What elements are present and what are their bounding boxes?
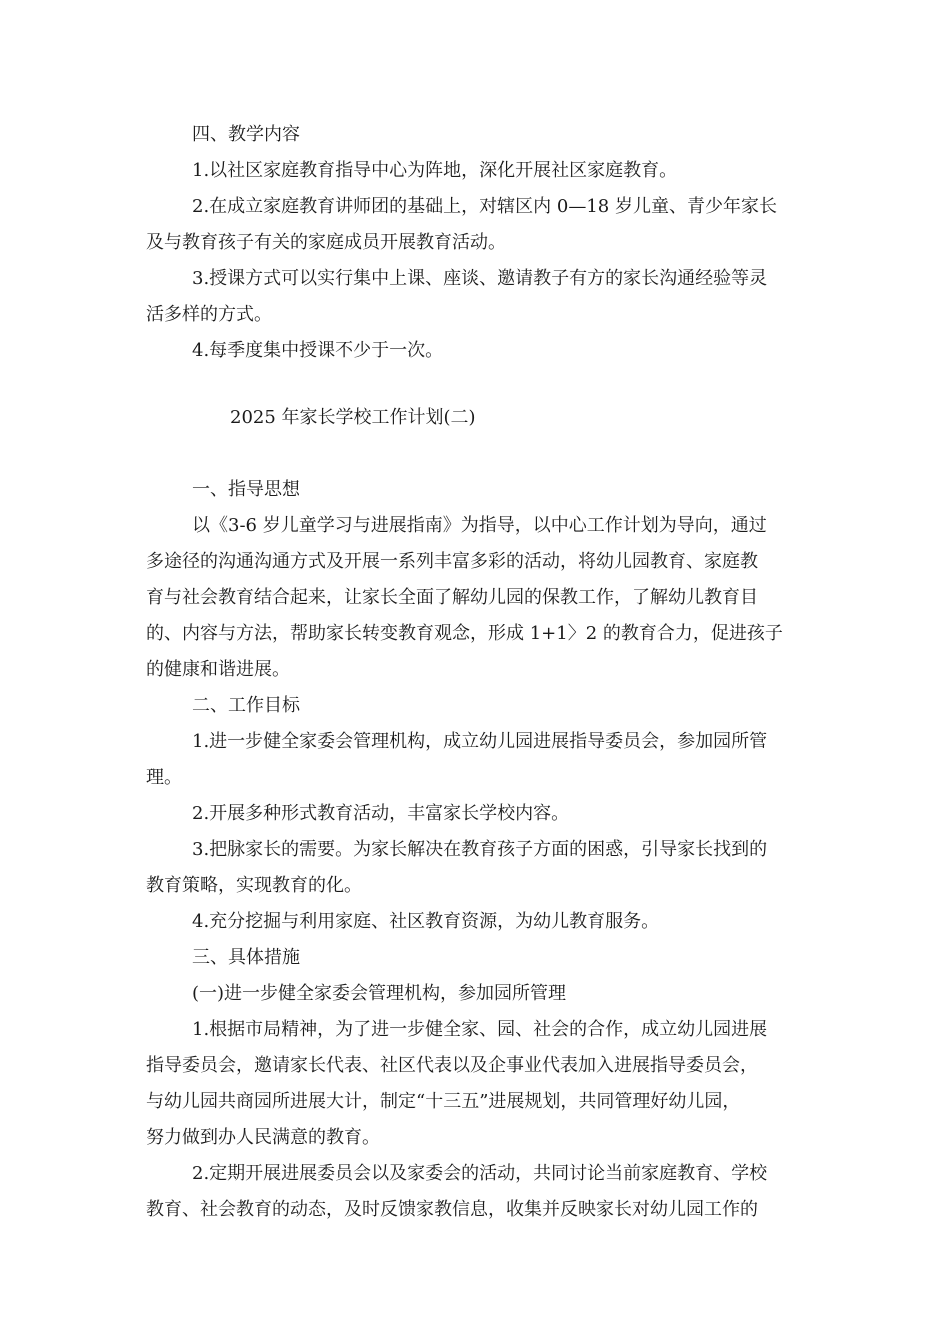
- section-heading-measures: 三、具体措施: [192, 947, 300, 968]
- paragraph-line: 活多样的方式。: [146, 304, 272, 325]
- document-title: 2025 年家长学校工作计划(二): [230, 407, 476, 428]
- paragraph-line: 育与社会教育结合起来，让家长全面了解幼儿园的保教工作，了解幼儿教育目: [146, 587, 758, 608]
- paragraph-line: 的健康和谐进展。: [146, 659, 290, 680]
- paragraph-line: 3.授课方式可以实行集中上课、座谈、邀请教子有方的家长沟通经验等灵: [192, 268, 768, 289]
- paragraph-line: 与幼儿园共商园所进展大计，制定“十三五”进展规划，共同管理好幼儿园，: [146, 1091, 741, 1112]
- paragraph-line: 2.开展多种形式教育活动，丰富家长学校内容。: [192, 803, 570, 824]
- paragraph-line: 教育策略，实现教育的化。: [146, 875, 362, 896]
- paragraph-line: 1.以社区家庭教育指导中心为阵地，深化开展社区家庭教育。: [192, 160, 678, 181]
- paragraph-line: 及与教育孩子有关的家庭成员开展教育活动。: [146, 232, 506, 253]
- paragraph-line: 1.进一步健全家委会管理机构，成立幼儿园进展指导委员会，参加园所管: [192, 731, 768, 752]
- paragraph-line: 4.充分挖掘与利用家庭、社区教育资源，为幼儿教育服务。: [192, 911, 660, 932]
- paragraph-line: 3.把脉家长的需要。为家长解决在教育孩子方面的困惑，引导家长找到的: [192, 839, 768, 860]
- section-heading-teaching-content: 四、教学内容: [192, 124, 300, 145]
- subsection-heading: (一)进一步健全家委会管理机构，参加园所管理: [192, 983, 567, 1004]
- paragraph-line: 指导委员会，邀请家长代表、社区代表以及企事业代表加入进展指导委员会，: [146, 1055, 758, 1076]
- paragraph-line: 2.定期开展进展委员会以及家委会的活动，共同讨论当前家庭教育、学校: [192, 1163, 768, 1184]
- paragraph-line: 理。: [146, 767, 182, 788]
- section-heading-work-goals: 二、工作目标: [192, 695, 300, 716]
- paragraph-line: 多途径的沟通沟通方式及开展一系列丰富多彩的活动，将幼儿园教育、家庭教: [146, 551, 758, 572]
- paragraph-line: 2.在成立家庭教育讲师团的基础上，对辖区内 0—18 岁儿童、青少年家长: [192, 196, 777, 217]
- paragraph-line: 1.根据市局精神，为了进一步健全家、园、社会的合作，成立幼儿园进展: [192, 1019, 768, 1040]
- paragraph-line: 努力做到办人民满意的教育。: [146, 1127, 380, 1148]
- paragraph-line: 以《3-6 岁儿童学习与进展指南》为指导，以中心工作计划为导向，通过: [192, 515, 767, 536]
- paragraph-line: 教育、社会教育的动态，及时反馈家教信息，收集并反映家长对幼儿园工作的: [146, 1199, 758, 1220]
- paragraph-line: 4.每季度集中授课不少于一次。: [192, 340, 444, 361]
- paragraph-line: 的、内容与方法，帮助家长转变教育观念，形成 1+1〉2 的教育合力，促进孩子: [146, 623, 783, 644]
- section-heading-guiding-thought: 一、指导思想: [192, 479, 300, 500]
